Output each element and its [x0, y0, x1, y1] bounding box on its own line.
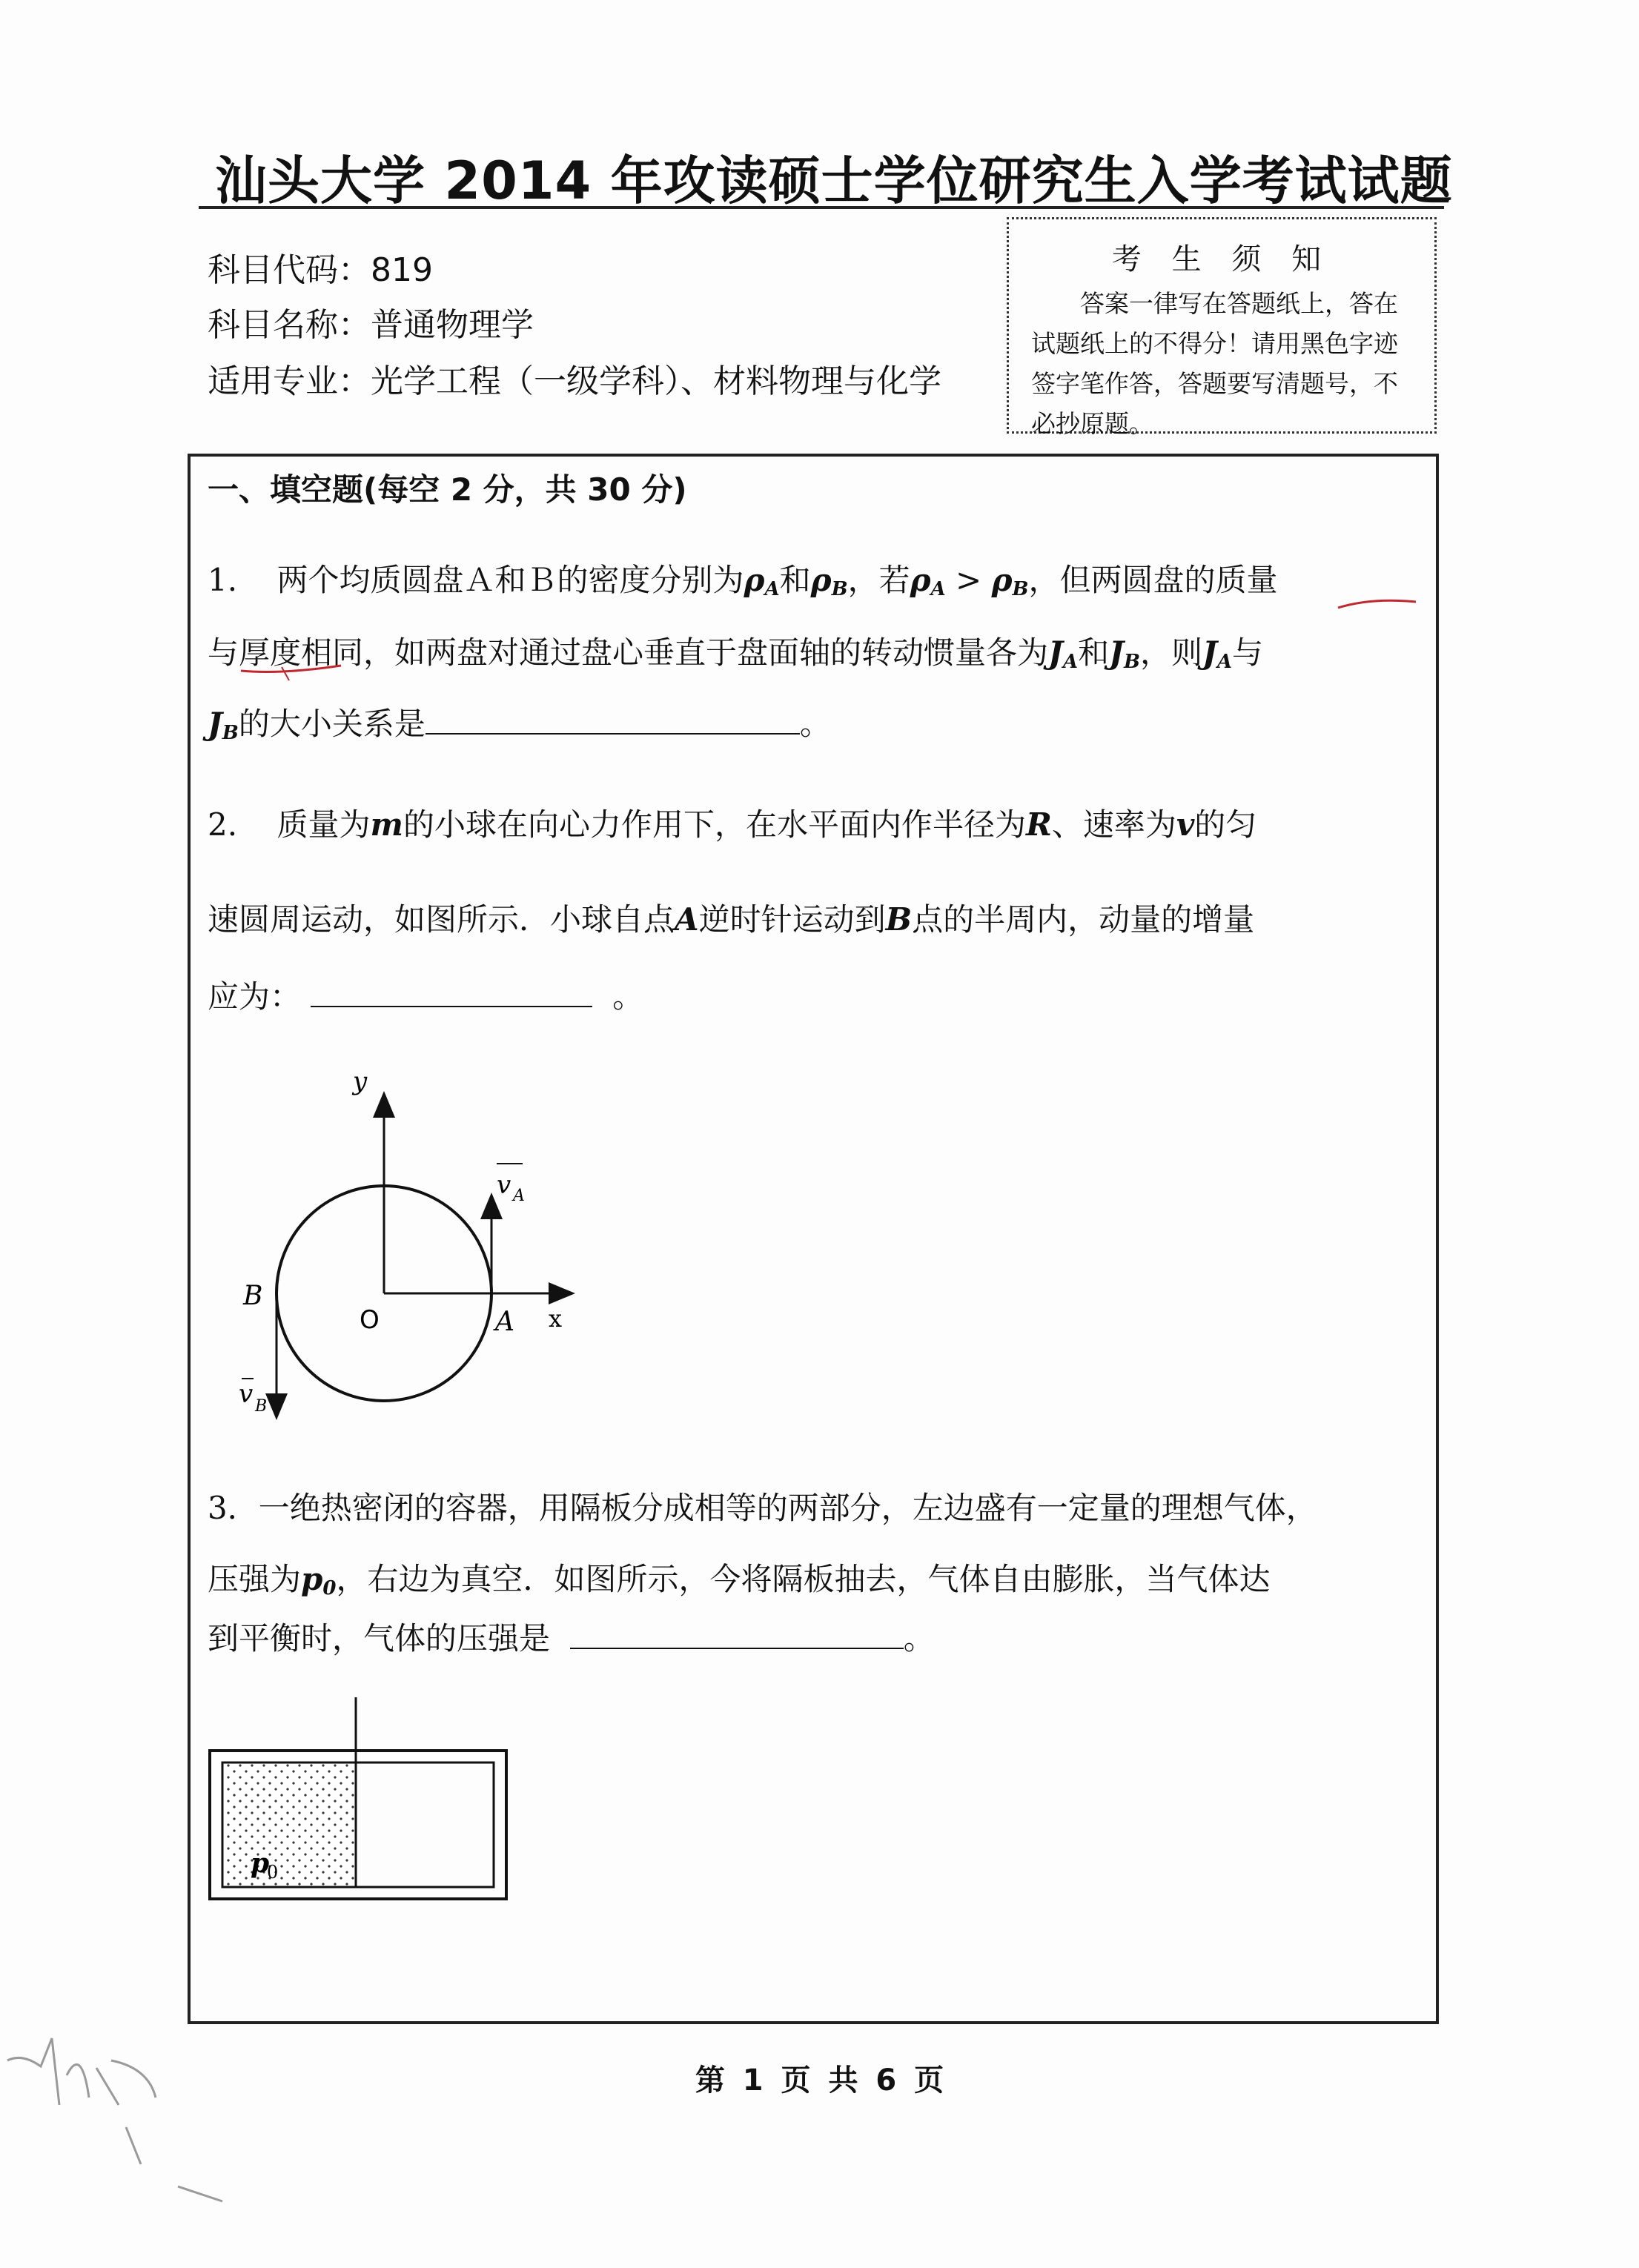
- q2-text-5: 速圆周运动，如图所示．小球自点: [208, 901, 675, 938]
- if-text: ，若: [847, 562, 910, 598]
- period: 。: [799, 706, 831, 742]
- q1-text-2: ，但两圆盘的质量: [1028, 562, 1278, 598]
- q1-line-3: [208, 700, 831, 744]
- q3-text-3: 到平衡时，气体的压强是: [208, 1620, 551, 1657]
- red-underline-mark: [1334, 591, 1423, 614]
- va-subscript: A: [513, 1187, 525, 1205]
- red-underline-mark-2: [237, 652, 348, 682]
- subject-name: 科目名称：普通物理学: [208, 306, 534, 344]
- rho-symbol: ρ: [991, 562, 1013, 598]
- q2-text-7: 点的半周内，动量的增量: [912, 901, 1255, 938]
- q1-line-1: [208, 556, 1278, 600]
- page-number: 第 1 页 共 6 页: [695, 2063, 944, 2098]
- point-a-label: A: [495, 1307, 514, 1337]
- circular-motion-figure: [222, 1067, 608, 1438]
- a-symbol: A: [675, 901, 699, 938]
- q2-line-3: [208, 972, 643, 1017]
- gas-container-figure: [208, 1697, 519, 1912]
- section-heading: 一、填空题(每空 2 分，共 30 分): [208, 471, 687, 508]
- sub-b: B: [1123, 651, 1140, 673]
- and-text: 和: [779, 562, 811, 598]
- j-symbol: J: [1048, 634, 1063, 671]
- exam-title: 汕头大学 2014 年攻读硕士学位研究生入学考试试题: [215, 150, 1453, 211]
- q2-answer-blank[interactable]: [311, 973, 592, 1007]
- and-text: 和: [1078, 634, 1110, 671]
- p0-label: p: [251, 1848, 270, 1879]
- q2-text-1: 质量为: [277, 806, 371, 843]
- q2-line-2: [208, 895, 1254, 940]
- q2-text-3: 、速率为: [1051, 806, 1176, 843]
- sub-zero: 0: [322, 1577, 337, 1599]
- q2-text-4: 的匀: [1194, 806, 1257, 843]
- sub-b: B: [831, 578, 848, 600]
- q3-line-3: [208, 1614, 935, 1659]
- q1-text-3: 与厚度相同，如两盘对通过盘心垂直于盘面轴的转动惯量各为: [208, 634, 1049, 671]
- rho-symbol: ρ: [744, 562, 765, 598]
- vb-subscript: B: [255, 1397, 268, 1416]
- r-symbol: R: [1025, 806, 1052, 843]
- rho-symbol: ρ: [810, 562, 832, 598]
- p0-subscript: 0: [267, 1862, 279, 1883]
- pencil-scribble: [0, 2016, 237, 2209]
- with-text: 与: [1232, 634, 1264, 671]
- vb-label: v: [239, 1379, 254, 1409]
- q1-text-4: 的大小关系是: [238, 706, 426, 742]
- j-symbol: J: [208, 706, 222, 742]
- q1-text-1: 两个均质圆盘Ａ和Ｂ的密度分别为: [277, 562, 744, 598]
- sub-b: B: [222, 722, 239, 744]
- q3-line-2: [208, 1555, 1271, 1599]
- period: 。: [612, 978, 644, 1015]
- b-symbol: B: [885, 901, 913, 938]
- origin-label: O: [360, 1305, 380, 1335]
- applicable-majors: 适用专业：光学工程（一级学科）、材料物理与化学: [208, 362, 941, 400]
- notice-heading: 考 生 须 知: [1111, 242, 1332, 276]
- rho-symbol: ρ: [910, 562, 931, 598]
- y-label: y: [353, 1067, 368, 1096]
- sub-a: A: [764, 578, 780, 600]
- subject-code: 科目代码：819: [208, 251, 433, 289]
- q2-line-1: [208, 800, 1256, 845]
- candidate-notice-box: [1007, 217, 1437, 438]
- j-symbol: J: [1109, 634, 1124, 671]
- period: 。: [903, 1620, 935, 1657]
- q3-text-2b: ，右边为真空．如图所示，今将隔板抽去，气体自由膨胀，当气体达: [336, 1561, 1271, 1597]
- q3-answer-blank[interactable]: [570, 1615, 904, 1649]
- q3-text-2a: 压强为: [208, 1561, 302, 1597]
- q1-line-2: [208, 629, 1263, 673]
- sub-a: A: [1062, 651, 1079, 673]
- title-underline: [199, 206, 1444, 209]
- gt-symbol: >: [945, 562, 992, 598]
- p-symbol: p: [301, 1561, 323, 1597]
- q2-text-2: 的小球在向心力作用下，在水平面内作半径为: [403, 806, 1026, 843]
- sub-a: A: [930, 578, 946, 600]
- q1-answer-blank[interactable]: [426, 700, 800, 735]
- j-symbol: J: [1202, 634, 1217, 671]
- va-label: v: [497, 1170, 511, 1200]
- q2-number: 2.: [208, 806, 238, 843]
- q3-line-1: 3．一绝热密闭的容器，用隔板分成相等的两部分，左边盛有一定量的理想气体，: [208, 1490, 1317, 1526]
- sub-a: A: [1216, 651, 1233, 673]
- then-text: ，则: [1139, 634, 1202, 671]
- m-symbol: m: [370, 806, 403, 843]
- gas-region: [224, 1764, 356, 1886]
- sub-b: B: [1012, 578, 1029, 600]
- q2-text-8: 应为：: [208, 978, 302, 1015]
- q2-text-6: 逆时针运动到: [698, 901, 886, 938]
- x-label: x: [549, 1304, 563, 1333]
- point-b-label: B: [243, 1281, 263, 1311]
- notice-body: 答案一律写在答题纸上，答在试题纸上的不得分！请用黑色字迹签字笔作答，答题要写清题号，不必抄原题。: [1031, 289, 1398, 438]
- q1-number: 1.: [208, 562, 238, 598]
- v-symbol: v: [1176, 806, 1195, 843]
